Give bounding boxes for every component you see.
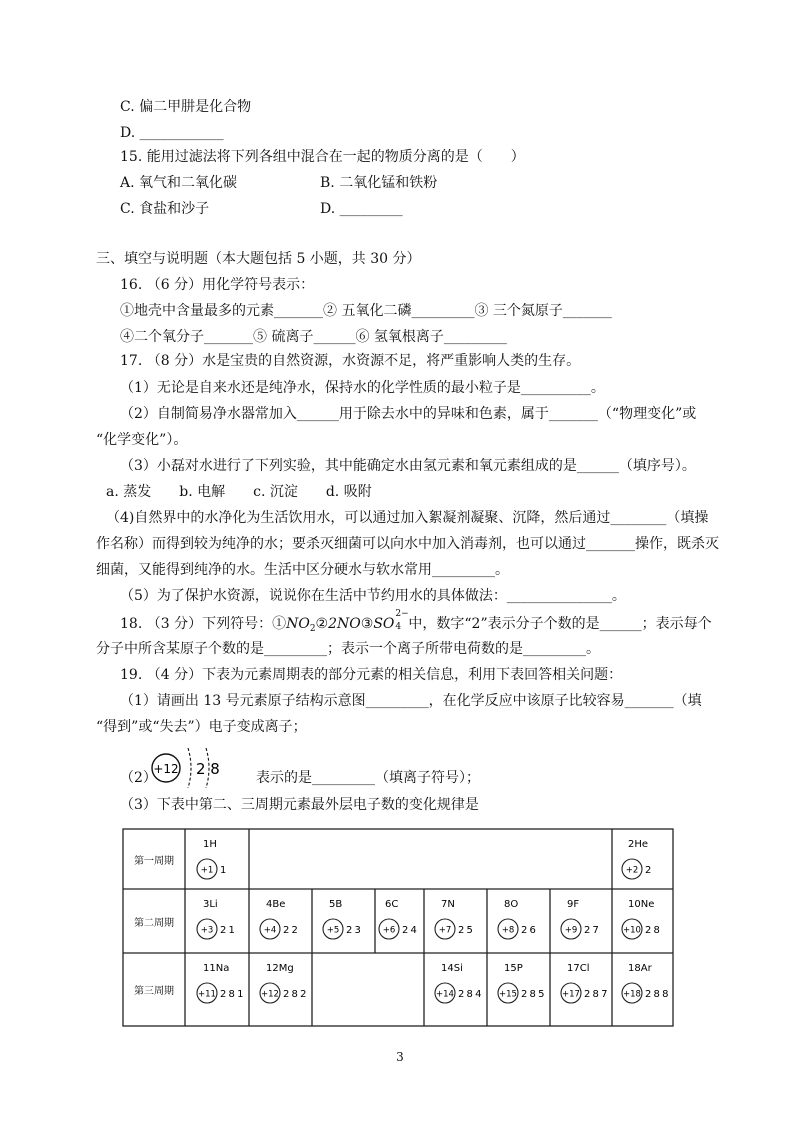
element-shell-electrons: 2 8 8 — [645, 989, 668, 1000]
ion-shell-arc-1 — [188, 748, 191, 788]
q19-part2-text: 表示的是_________（填离子符号）； — [256, 770, 480, 786]
periodic-table-excerpt — [122, 825, 674, 1030]
element-cell-p2-2 — [323, 899, 361, 939]
element-cell-p3-3 — [498, 963, 544, 1003]
element-cell-p2-5 — [498, 899, 536, 939]
element-nucleus-charge: +15 — [499, 989, 517, 1000]
element-label: 6C — [385, 899, 399, 910]
q17-options: a. 蒸发 b. 电解 c. 沉淀 d. 吸附 — [106, 484, 372, 500]
q15-option-c: C. 食盐和沙子 — [120, 201, 210, 217]
q19-part1b: “得到”或“失去”）电子变成离子； — [96, 719, 307, 735]
element-cell-p1-1 — [622, 839, 651, 879]
q17-part1: （1）无论是自来水还是纯净水，保持水的化学性质的最小粒子是__________。 — [120, 380, 605, 396]
element-cell-p2-4 — [435, 899, 473, 939]
q18-circle-3: ③ — [360, 616, 374, 632]
q18-line2: 分子中所含某原子个数的是_________；表示一个离子所带电荷数的是_________。 — [96, 641, 600, 657]
element-shell-electrons: 2 1 — [220, 925, 235, 936]
q19-part1a: （1）请画出 13 号元素原子结构示意图_________，在化学反应中该原子比较容易_______（填 — [120, 693, 702, 709]
element-nucleus-charge: +4 — [263, 925, 277, 936]
element-label: 1H — [203, 839, 217, 850]
q18-suffix: 中，数字“2”表示分子个数的是______；表示每个 — [408, 616, 712, 632]
q17-stem: 17. （8 分）水是宝贵的自然资源，水资源不足，将严重影响人类的生存。 — [120, 353, 581, 369]
q15-option-a: A. 氧气和二氧化碳 — [120, 175, 238, 191]
q14-option-c: C. 偏二甲肼是化合物 — [120, 99, 252, 115]
element-nucleus-charge: +2 — [625, 865, 639, 876]
element-cell-p3-0 — [197, 963, 243, 1003]
period-label-3: 第三周期 — [134, 986, 174, 997]
q15-stem: 15. 能用过滤法将下列各组中混合在一起的物质分离的是（ ） — [120, 149, 525, 165]
q16-line2: ④二个氧分子_______⑤ 硫离子______⑥ 氢氧根离子_________ — [120, 329, 507, 345]
element-shell-electrons: 2 3 — [346, 925, 361, 936]
formula-no2: NO — [286, 616, 310, 632]
q18-line1 — [120, 609, 712, 638]
q16-line1: ①地壳中含量最多的元素_______② 五氧化二磷_________③ 三个氮原子_______ — [120, 303, 612, 319]
q15-option-b: B. 二氧化锰和铁粉 — [320, 175, 438, 191]
q19-stem: 19. （4 分）下表为元素周期表的部分元素的相关信息，利用下表回答相关问题： — [120, 667, 623, 683]
element-label: 10Ne — [628, 899, 655, 910]
ion-shell-electrons: 2 8 — [196, 760, 220, 778]
q17-part2a: （2）自制简易净水器常加入______用于除去水中的异味和色素，属于_______（“物理变化”或 — [120, 406, 697, 422]
q17-part4a: （4)自然界中的水净化为生活饮用水，可以通过加入絮凝剂凝聚、沉降，然后通过________（填操 — [106, 510, 709, 526]
element-nucleus-charge: +1 — [200, 865, 214, 876]
element-shell-electrons: 2 8 7 — [584, 989, 607, 1000]
element-label: 3Li — [203, 899, 218, 910]
element-cell-p3-5 — [622, 963, 668, 1003]
element-nucleus-charge: +8 — [501, 925, 515, 936]
q17-part4c: 细菌，又能得到纯净的水。生活中区分硬水与软水常用_________。 — [96, 562, 509, 578]
period-label-1: 第一周期 — [134, 856, 174, 867]
element-nucleus-charge: +7 — [438, 925, 452, 936]
element-nucleus-charge: +9 — [564, 925, 578, 936]
element-cell-p3-1 — [260, 963, 306, 1003]
element-label: 11Na — [203, 963, 230, 974]
element-shell-electrons: 2 6 — [521, 925, 536, 936]
element-label: 4Be — [266, 899, 286, 910]
q17-part2b: “化学变化”）。 — [96, 432, 188, 448]
element-shell-electrons: 2 — [645, 865, 651, 876]
element-shell-electrons: 2 5 — [458, 925, 473, 936]
q15-option-d: D. _________ — [320, 201, 403, 217]
formula-so4-charge: 2− — [395, 609, 409, 619]
element-shell-electrons: 2 8 — [645, 925, 660, 936]
element-shell-electrons: 2 8 5 — [521, 989, 544, 1000]
element-nucleus-charge: +11 — [198, 989, 216, 1000]
q16-stem: 16. （6 分）用化学符号表示： — [120, 277, 315, 293]
element-nucleus-charge: +6 — [382, 925, 396, 936]
element-cell-p2-0 — [197, 899, 235, 939]
element-shell-electrons: 2 8 1 — [220, 989, 243, 1000]
q17-part5: （5）为了保护水资源，说说你在生活中节约用水的具体做法：_______________。 — [120, 588, 626, 604]
element-shell-electrons: 2 8 4 — [458, 989, 481, 1000]
element-nucleus-charge: +18 — [623, 989, 641, 1000]
element-label: 12Mg — [266, 963, 294, 974]
element-label: 5B — [329, 899, 343, 910]
element-cell-p3-4 — [561, 963, 607, 1003]
q18-circle-2: ② — [315, 616, 329, 632]
formula-so4-indices — [394, 609, 409, 632]
q18-prefix: 18. （3 分）下列符号：① — [120, 616, 287, 632]
element-nucleus-charge: +17 — [562, 989, 580, 1000]
element-label: 18Ar — [628, 963, 652, 974]
q17-part4b: 作名称）而得到较为纯净的水；要杀灭细菌可以向水中加入消毒剂，也可以通过_______操作，既杀灭 — [96, 536, 719, 552]
element-cell-p1-0 — [197, 839, 226, 879]
element-shell-electrons: 1 — [220, 865, 226, 876]
element-label: 9F — [567, 899, 580, 910]
page-number: 3 — [396, 1050, 404, 1064]
section-title: 三、填空与说明题（本大题包括 5 小题，共 30 分） — [96, 251, 421, 267]
element-nucleus-charge: +12 — [261, 989, 279, 1000]
q14-option-d: D. ____________ — [120, 125, 224, 141]
element-cell-p2-6 — [561, 899, 599, 939]
element-shell-electrons: 2 8 2 — [283, 989, 306, 1000]
element-label: 2He — [628, 839, 649, 850]
q17-part3: （3）小磊对水进行了下列实验，其中能确定水由氢元素和氧元素组成的是______（填序号）。 — [120, 458, 696, 474]
element-label: 15P — [504, 963, 523, 974]
element-nucleus-charge: +5 — [326, 925, 340, 936]
ion-nucleus-charge: +12 — [153, 762, 179, 776]
element-cell-p2-3 — [379, 899, 417, 939]
element-label: 8O — [504, 899, 519, 910]
formula-so4-subscript: 4 — [395, 622, 402, 632]
formula-so4: SO — [373, 616, 395, 632]
element-cell-p2-7 — [622, 899, 660, 939]
element-nucleus-charge: +14 — [436, 989, 454, 1000]
element-nucleus-charge: +3 — [200, 925, 214, 936]
formula-no2-subscript: 2 — [309, 624, 316, 634]
element-shell-electrons: 2 7 — [584, 925, 599, 936]
element-shell-electrons: 2 4 — [402, 925, 417, 936]
element-label: 17Cl — [567, 963, 590, 974]
element-label: 7N — [441, 899, 455, 910]
ion-structure-diagram — [148, 742, 248, 792]
element-cell-p3-2 — [435, 963, 481, 1003]
formula-2no: 2NO — [328, 616, 361, 632]
element-cell-p2-1 — [260, 899, 298, 939]
element-shell-electrons: 2 2 — [283, 925, 298, 936]
q19-part2-label: （2） — [120, 770, 157, 786]
q19-part3: （3）下表中第二、三周期元素最外层电子数的变化规律是 — [120, 797, 479, 813]
element-label: 14Si — [441, 963, 463, 974]
element-nucleus-charge: +10 — [623, 925, 641, 936]
period-label-2: 第二周期 — [134, 918, 174, 929]
